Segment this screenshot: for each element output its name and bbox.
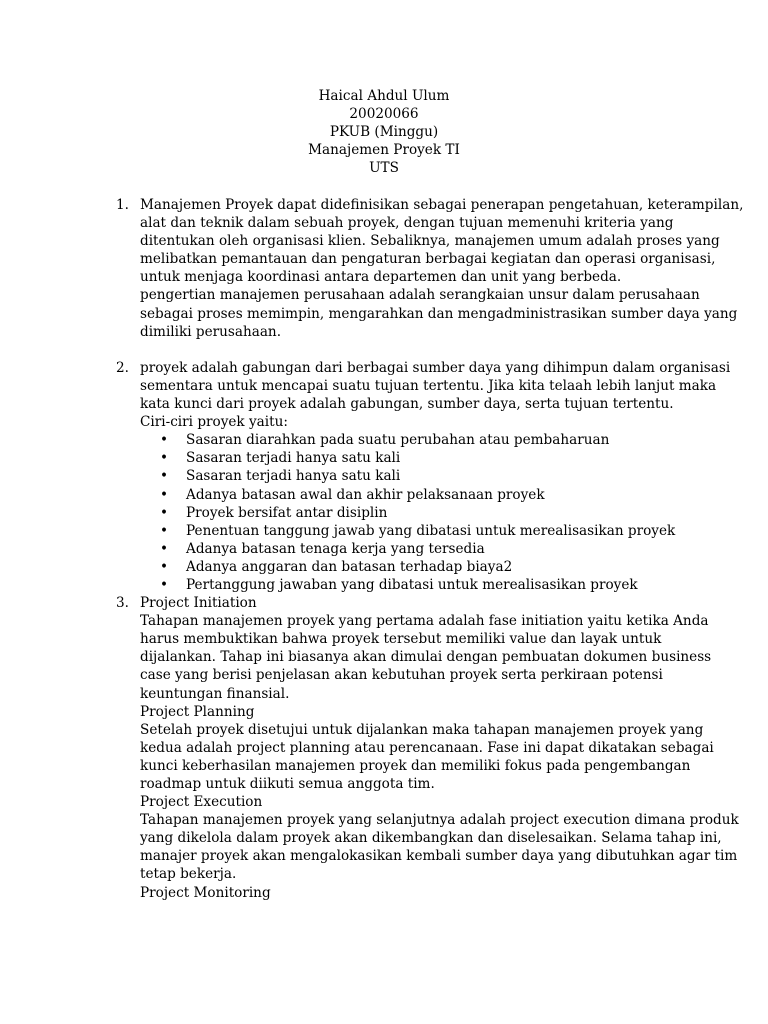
answer-list	[0, 196, 768, 902]
bullet-text: Proyek bersifat antar disiplin	[186, 504, 388, 521]
section-heading: Project Monitoring	[140, 884, 271, 901]
paragraph-line: dimiliki perusahaan.	[140, 323, 282, 340]
paragraph-line: yang dikelola dalam proyek akan dikembangkan dan diselesaikan. Selama tahap ini,	[140, 830, 722, 847]
paragraph-gap	[0, 341, 768, 359]
bullet-item	[140, 486, 680, 504]
bullet-item	[140, 504, 680, 522]
document-header	[0, 87, 768, 177]
paragraph-line: kunci keberhasilan manajemen proyek dan memiliki fokus pada pengembangan	[140, 757, 691, 774]
bullet-item	[140, 558, 680, 576]
paragraph-line: sebagai proses memimpin, mengarahkan dan mengadministrasikan sumber daya yang	[140, 305, 738, 322]
class-name: PKUB (Minggu)	[329, 124, 439, 141]
paragraph-line: case yang berisi penjelasan akan kebutuhan proyek serta perkiraan potensi	[140, 667, 663, 684]
paragraph-line: ditentukan oleh organisasi klien. Sebaliknya, manajemen umum adalah proses yang	[140, 233, 720, 250]
paragraph-line: roadmap untuk diikuti semua anggota tim.	[140, 776, 435, 792]
paragraph-line: Setelah proyek disetujui untuk dijalankan maka tahapan manajemen proyek yang	[140, 721, 704, 738]
bullet-item	[140, 540, 680, 558]
answer-item-1	[116, 196, 744, 341]
paragraph-line: proyek adalah gabungan dari berbagai sumber daya yang dihimpun dalam organisasi	[140, 359, 731, 376]
section-heading: Project Execution	[140, 794, 263, 811]
author-name: Haical Ahdul Ulum	[318, 88, 450, 104]
bullet-text: Sasaran diarahkan pada suatu perubahan atau pembaharuan	[186, 432, 610, 449]
bullet-icon: •	[160, 450, 169, 467]
bullet-item	[140, 467, 680, 485]
section-heading: Project Planning	[140, 703, 255, 720]
bullet-icon: •	[160, 522, 169, 539]
bullet-icon: •	[160, 576, 169, 593]
bullet-text: Adanya batasan tenaga kerja yang tersedia	[186, 540, 485, 557]
bullet-icon: •	[160, 558, 169, 575]
paragraph-line: melibatkan pemantauan dan pengaturan berbagai kegiatan dan operasi organisasi,	[140, 251, 716, 268]
student-id: 20020066	[349, 106, 419, 123]
bullet-text: Sasaran terjadi hanya satu kali	[186, 468, 401, 485]
bullet-icon: •	[160, 432, 169, 449]
paragraph-line: dijalankan. Tahap ini biasanya akan dimulai dengan pembuatan dokumen business	[140, 649, 712, 666]
paragraph-line: pengertian manajemen perusahaan adalah serangkaian unsur dalam perusahaan	[140, 287, 700, 304]
paragraph-line: sementara untuk mencapai suatu tujuan tertentu. Jika kita telaah lebih lanjut maka	[140, 377, 717, 394]
paragraph-line: manajer proyek akan mengalokasikan kembali sumber daya yang dibutuhkan agar tim	[140, 848, 738, 865]
answer-item-3	[116, 594, 739, 902]
bullet-text: Adanya batasan awal dan akhir pelaksanaan proyek	[186, 486, 545, 503]
item-number: 1.	[116, 197, 129, 213]
paragraph-line: untuk menjaga koordinasi antara departemen dan unit yang berbeda.	[140, 269, 622, 286]
exam-type: UTS	[369, 160, 399, 177]
bullet-icon: •	[160, 468, 169, 485]
bullet-icon: •	[160, 540, 169, 557]
bullet-list	[140, 431, 680, 594]
bullet-item	[140, 576, 680, 594]
item-number: 2.	[116, 359, 129, 376]
paragraph-line: Tahapan manajemen proyek yang selanjutnya adalah project execution dimana produk	[140, 812, 739, 829]
paragraph-line: harus membuktikan bahwa proyek tersebut memiliki value dan layak untuk	[140, 631, 662, 648]
bullet-text: Pertanggung jawaban yang dibatasi untuk merealisasikan proyek	[186, 576, 638, 593]
bullet-item	[140, 431, 680, 449]
bullet-icon: •	[160, 504, 169, 521]
bullet-text: Adanya anggaran dan batasan terhadap biaya2	[186, 558, 513, 575]
answer-item-2	[116, 359, 731, 594]
bullet-text: Penentuan tanggung jawab yang dibatasi untuk merealisasikan proyek	[186, 522, 676, 539]
bullet-text: Sasaran terjadi hanya satu kali	[186, 450, 401, 467]
bullet-icon: •	[160, 486, 169, 503]
paragraph-line: tetap bekerja.	[140, 866, 237, 883]
course-name: Manajemen Proyek TI	[308, 142, 460, 159]
paragraph-line: kedua adalah project planning atau perencanaan. Fase ini dapat dikatakan sebagai	[140, 739, 714, 756]
bullet-item	[140, 449, 680, 467]
section-heading: Project Initiation	[140, 595, 257, 612]
item-number: 3.	[116, 595, 129, 612]
paragraph-line: alat dan teknik dalam sebuah proyek, dengan tujuan memenuhi kriteria yang	[140, 215, 674, 232]
paragraph-line: keuntungan finansial.	[140, 685, 290, 702]
bullet-item	[140, 522, 680, 540]
paragraph-line: Manajemen Proyek dapat didefinisikan sebagai penerapan pengetahuan, keterampilan,	[140, 197, 744, 213]
paragraph-line: kata kunci dari proyek adalah gabungan, sumber daya, serta tujuan tertentu.	[140, 396, 674, 413]
paragraph-line: Ciri-ciri proyek yaitu:	[140, 414, 288, 431]
paragraph-line: Tahapan manajemen proyek yang pertama adalah fase initiation yaitu ketika Anda	[140, 613, 709, 630]
